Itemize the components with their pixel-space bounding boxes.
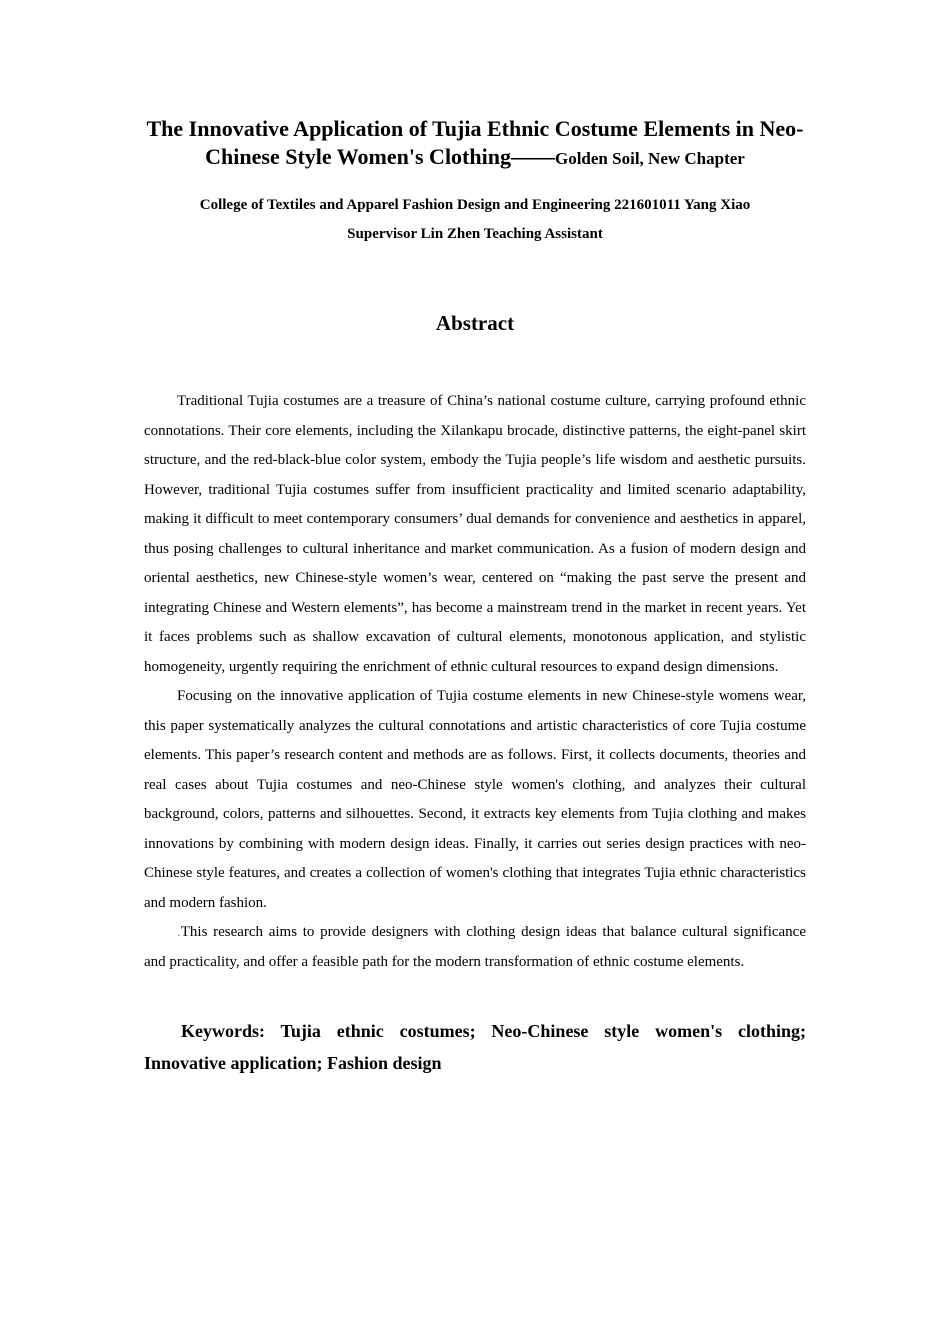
- abstract-paragraph-1: Traditional Tujia costumes are a treasure of China’s national costume culture, carrying profound ethnic connotations. Their core elements, including the Xilankapu brocade, distinctive patterns, the eight-panel skirt structure, and the red-black-blue color system, embody the Tujia people’s life wisdom and aesthetic pursuits. However, traditional Tujia costumes suffer from insufficient practicality and limited scenario adaptability, making it difficult to meet contemporary consumers’ dual demands for convenience and aesthetics in apparel, thus posing challenges to cultural inheritance and market communication. As a fusion of modern design and oriental aesthetics, new Chinese-style women’s wear, centered on “making the past serve the present and integrating Chinese and Western elements”, has become a mainstream trend in the market in recent years. Yet it faces problems such as shallow excavation of cultural elements, monotonous application, and stylistic homogeneity, urgently requiring the enrichment of ethnic cultural resources to expand design dimensions.: [144, 393, 806, 675]
- affiliation-line-1: College of Textiles and Apparel Fashion Design and Engineering 221601011 Yang Xiao: [199, 197, 751, 213]
- paper-title: [144, 115, 806, 173]
- paper-title-main: The Innovative Application of Tujia Ethnic Costume Elements in Neo-Chinese Style Women's Clothing——: [146, 116, 804, 169]
- abstract-paragraph-2: Focusing on the innovative application of Tujia costume elements in new Chinese-style womens wear, this paper systematically analyzes the cultural connotations and artistic characteristics of core Tujia costume elements. This paper’s research content and methods are as follows. First, it collects documents, theories and real cases about Tujia costumes and neo-Chinese style women's clothing, and analyzes their cultural background, colors, patterns and silhouettes. Second, it extracts key elements from Tujia clothing and makes innovations by combining with modern design ideas. Finally, it carries out series design practices with neo-Chinese style features, and creates a collection of women's clothing that integrates Tujia ethnic characteristics and modern fashion.: [144, 688, 806, 911]
- author-affiliation: [144, 191, 806, 249]
- abstract-heading: Abstract: [435, 311, 515, 335]
- abstract-body: [144, 387, 806, 977]
- abstract-paragraph-3: [144, 918, 806, 977]
- affiliation-line-2: Supervisor Lin Zhen Teaching Assistant: [347, 226, 603, 242]
- abstract-paragraph-3-text: This research aims to provide designers with clothing design ideas that balance cultural significance and practicality, and offer a feasible path for the modern transformation of ethnic costume elements.: [144, 924, 806, 970]
- paper-subtitle: Golden Soil, New Chapter: [554, 149, 745, 168]
- keywords: Keywords: Tujia ethnic costumes; Neo-Chinese style women's clothing; Innovative application; Fashion design: [144, 1021, 806, 1073]
- stray-mark: .: [177, 924, 181, 940]
